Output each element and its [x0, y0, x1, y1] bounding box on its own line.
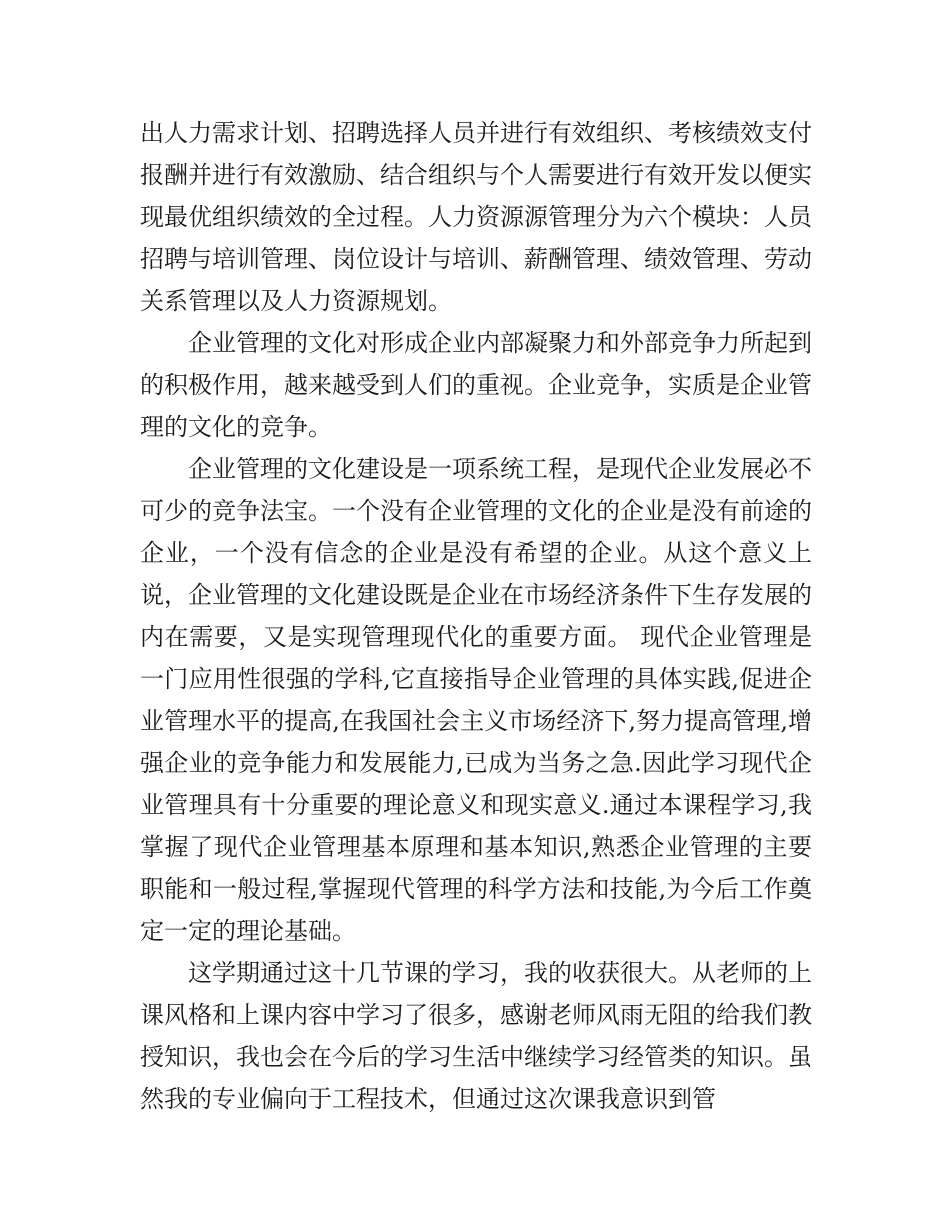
paragraph-3: 企业管理的文化建设是一项系统工程，是现代企业发展必不可少的竞争法宝。一个没有企业管理的文化的企业是没有前途的企业，一个没有信念的企业是没有希望的企业。从这个意义上说，企业管理的文化建设既是企业在市场经济条件下生存发展的内在需要，又是实现管理现代化的重要方面。 现代企业管理是一门应用性很强的学科,它直接指导企业管理的具体实践,促进企业管理水平的提高,在我国社会主义市场经济下,努力提高管理,增强企业的竞争能力和发展能力,已成为当务之急.因此学习现代企业管理具有十分重要的理论意义和现实意义.通过本课程学习,我掌握了现代企业管理基本原理和基本知识,熟悉企业管理的主要职能和一般过程,掌握现代管理的科学方法和技能,为今后工作奠定一定的理论基础。 [140, 455, 812, 945]
paragraph-2: 企业管理的文化对形成企业内部凝聚力和外部竞争力所起到的积极作用，越来越受到人们的重视。企业竞争，实质是企业管理的文化的竞争。 [140, 329, 812, 441]
paragraph-4: 这学期通过这十几节课的学习，我的收获很大。从老师的上课风格和上课内容中学习了很多，感谢老师风雨无阻的给我们教授知识，我也会在今后的学习生活中继续学习经管类的知识。虽然我的专业偏向于工程技术，但通过这次课我意识到管 [140, 959, 812, 1113]
document-body [140, 112, 812, 1120]
paragraph-1: 出人力需求计划、招聘选择人员并进行有效组织、考核绩效支付报酬并进行有效激励、结合组织与个人需要进行有效开发以便实现最优组织绩效的全过程。人力资源源管理分为六个模块：人员招聘与培训管理、岗位设计与培训、薪酬管理、绩效管理、劳动关系管理以及人力资源规划。 [140, 119, 812, 315]
